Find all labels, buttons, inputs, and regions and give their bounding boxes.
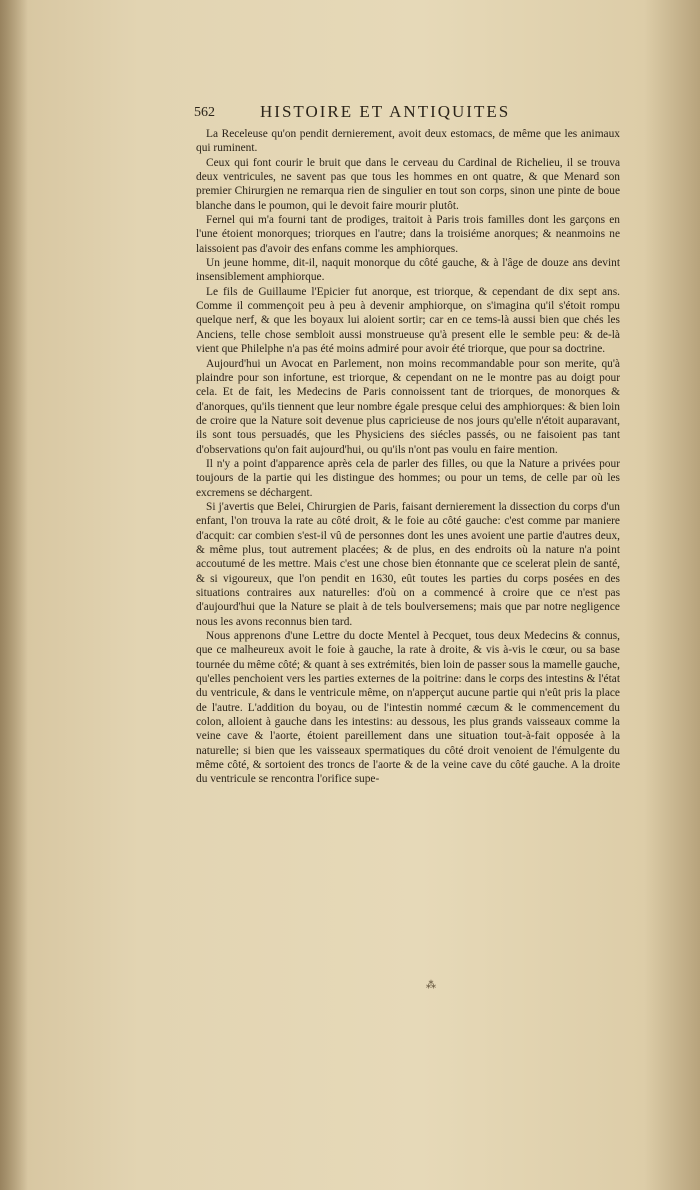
paragraph: Ceux qui font courir le bruit que dans le cerveau du Cardinal de Richelieu, il se trouva deux ventricules, ne savent pas que tous les hommes en ont quatre, & que Menard son premier Chirurgien ne remarqua rien de singulier en tout son corps, sinon une pinte de boue blanche dans le poumon, qui le devoit faire mourir plutôt. [196,156,620,212]
body-text [196,127,620,787]
binding-shadow [0,0,28,1190]
printer-mark-icon: ⁂ [426,980,436,991]
paragraph: Il n'y a point d'apparence après cela de parler des filles, ou que la Nature a privées pour toujours de la partie qui les distingue des hommes; ou pour un tems, de celle par où les excremens se déchargent. [196,457,620,499]
paragraph: Aujourd'hui un Avocat en Parlement, non moins recommandable pour son merite, qu'à plaindre pour son infortune, est triorque, & cependant on ne le montre pas au doigt pour cela. Et de fait, les Medecins de Paris connoissent tant de triorques, de monorques & d'anorques, qu'ils tiennent que leur nombre égale presque celui des amphiorques: & bien loin de croire que la Nature soit devenue plus capricieuse de nos jours qu'elle n'étoit auparavant, ils sont tous persuadés, que les Physiciens des siécles passés, ou ne faisoient pas tant d'observations qu'on fait aujourd'hui, ou qu'ils n'ont pas voulu en faire mention. [196,357,620,456]
page-header [194,102,614,124]
paragraph: La Receleuse qu'on pendit dernierement, avoit deux estomacs, de même que les animaux qui ruminent. [196,128,620,155]
paragraph: Fernel qui m'a fourni tant de prodiges, traitoit à Paris trois familles dont les garçons en l'une étoient monorques; triorques en l'autre; dans la troisiéme anorques; & neanmoins ne laissoient pas d'avoir des enfans comme les amphiorques. [196,214,620,255]
paragraph: Nous apprenons d'une Lettre du docte Mentel à Pecquet, tous deux Medecins & connus, que ce malheureux avoit le foie à gauche, la rate à droite, & vis à-vis le cœur, ou sa base tournée du même côté; & quant à ses extrémités, bien loin de passer sous la mamelle gauche, qu'elles penchoient vers les parties externes de la poitrine: dans le corps des intestins & l'état du ventricule, & dans le ventricule même, on n'apperçut aucune partie qui n'eût pris la place de l'autre. L'addition du boyau, ou de l'intestin nommé cæcum & le commencement du colon, alloient à gauche dans les intestins: au dessous, les plus grands vaisseaux comme la veine cave & l'aorte, étoient pareillement dans une situation tout-à-fait opposée à la naturelle; si bien que les vaisseaux spermatiques du côté droit venoient de l'émulgente du même côté, & sortoient des troncs de l'aorte & de la veine cave du côté gauche. A la droite du ventricule se rencontra l'orifice supe- [196,630,620,786]
paragraph: Si j'avertis que Belei, Chirurgien de Paris, faisant dernierement la dissection du corps d'un enfant, l'on trouva la rate au côté droit, & le foie au côté gauche: c'est comme par maniere d'acquit: car combien s'est-il vû de personnes dont les unes avoient une partie d'autres deux, & même plus, tout autrement placées; & de plus, en des endroits où la nature n'a point accoutumé de les mettre. Mais c'est une chose bien étonnante que ce scelerat plein de santé, & si vigoureux, que l'on pendit en 1630, eût toutes les parties du corps posées en des situations contraires aux naturelles: d'où on a commencé à croire que ce n'est pas d'aujourd'hui que la Nature se plait à de tels boulversemens; mais que par notre negligence nous les avons reconnus bien tard. [196,500,620,628]
page-number: 562 [194,105,215,120]
paragraph: Un jeune homme, dit-il, naquit monorque du côté gauche, & à l'âge de douze ans devint insensiblement amphiorque. [196,257,620,284]
paragraph: Le fils de Guillaume l'Epicier fut anorque, est triorque, & cependant de dix sept ans. Comme il commençoit peu à peu à devenir amphiorque, on s'imagina qu'il s'étoit rompu quelque nerf, & que les boyaux lui aloient sortir; car en ce tems-là aussi bien que chés les Anciens, telle chose sembloit aussi monstrueuse qu'à present elle le semble peu: & de-là vient que Philelphe n'a pas été moins admiré pour avoir été triorque, que pour sa doctrine. [196,285,620,356]
running-title: HISTOIRE ET ANTIQUITES [260,102,511,121]
